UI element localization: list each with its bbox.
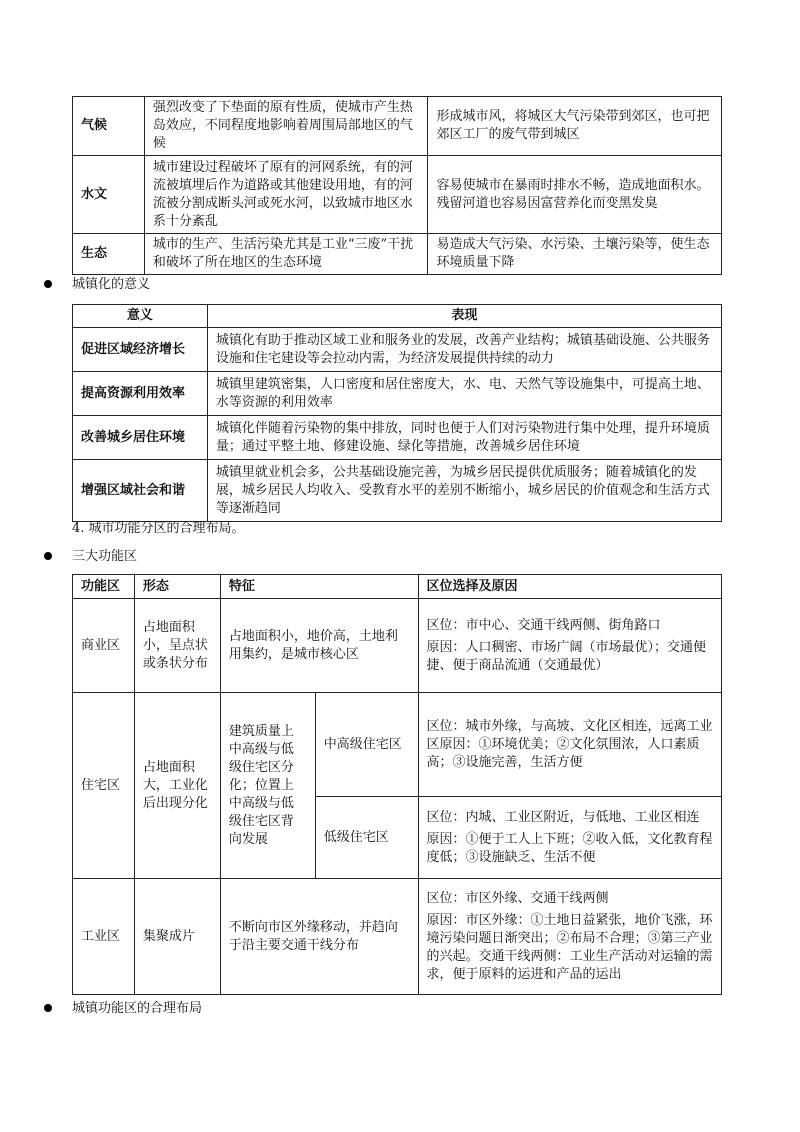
feature-cell: 建筑质量上中高级与低级住宅区分化；位置上中高级与低级住宅区背向发展 bbox=[220, 693, 315, 879]
header-form: 形态 bbox=[134, 575, 220, 599]
factor-cell: 生态 bbox=[73, 234, 145, 275]
table-row-residential-high bbox=[73, 693, 722, 797]
table-row bbox=[73, 416, 722, 460]
header-zone: 功能区 bbox=[73, 575, 135, 599]
cause-cell: 城市的生产、生活污染尤其是工业“三废”干扰和破坏了所在地区的生态环境 bbox=[144, 234, 428, 275]
table-row bbox=[73, 372, 722, 416]
table-row bbox=[73, 328, 722, 372]
urban-environment-table bbox=[72, 96, 722, 275]
table-row-industrial bbox=[73, 879, 722, 995]
table-row bbox=[73, 156, 722, 234]
table-header-row bbox=[73, 305, 722, 328]
location-text: 区位：内城、工业区附近，与低地、工业区相连 bbox=[426, 809, 700, 825]
table-row bbox=[73, 234, 722, 275]
location-text: 区位：市区外缘、交通干线两侧 bbox=[426, 890, 609, 906]
header-meaning: 意义 bbox=[73, 305, 208, 328]
reason-text: 原因：市区外缘：①土地日益紧张，地价飞涨，环境污染问题日渐突出；②布局不合理；③第三产业的兴起。交通干线两侧：工业生产活动对运输的需求，便于原料的运进和产品的运出 bbox=[426, 912, 713, 982]
meaning-cell: 提高资源利用效率 bbox=[73, 372, 208, 416]
subzone-cell-high: 中高级住宅区 bbox=[315, 693, 418, 797]
bullet-urbanization-meaning bbox=[44, 276, 150, 294]
table-row-commercial bbox=[73, 599, 722, 693]
reason-text: 原因：①便于工人上下班；②收入低，文化教育程度低；③设施缺乏、生活不便 bbox=[426, 831, 713, 865]
desc-cell: 城镇化伴随着污染物的集中排放，同时也便于人们对污染物进行集中处理，提升环境质量；通过平整土地、修建设施、绿化等措施，改善城乡居住环境 bbox=[207, 416, 721, 460]
location-cell bbox=[418, 599, 721, 693]
bullet-zone-layout bbox=[44, 1000, 202, 1018]
zone-cell: 住宅区 bbox=[73, 693, 135, 879]
cause-cell: 强烈改变了下垫面的原有性质，使城市产生热岛效应，不同程度地影响着周围局部地区的气候 bbox=[144, 97, 428, 156]
bullet-text: 城镇功能区的合理布局 bbox=[72, 1001, 203, 1016]
location-cell bbox=[418, 879, 721, 995]
urbanization-meaning-table bbox=[72, 304, 722, 522]
reason-text: 原因：人口稠密、市场广阔（市场最优）；交通便捷、便于商品流通（交通最优） bbox=[426, 639, 707, 673]
cause-cell: 城市建设过程破坏了原有的河网系统，有的河流被填埋后作为道路或其他建设用地，有的河流被分割成断头河或死水河，以致城市地区水系十分紊乱 bbox=[144, 156, 428, 234]
functional-zones-table bbox=[72, 574, 722, 995]
form-cell: 集聚成片 bbox=[134, 879, 220, 995]
table-header-row bbox=[73, 575, 722, 599]
effect-cell: 易造成大气污染、水污染、土壤污染等，使生态环境质量下降 bbox=[428, 234, 722, 275]
bullet-dot-icon bbox=[44, 552, 52, 560]
subzone-cell-low: 低级住宅区 bbox=[315, 797, 418, 879]
form-cell: 占地面积小，呈点状或条状分布 bbox=[134, 599, 220, 693]
bullet-text: 城镇化的意义 bbox=[72, 277, 151, 292]
effect-cell: 形成城市风，将城区大气污染带到郊区，也可把郊区工厂的废气带到城区 bbox=[428, 97, 722, 156]
factor-cell: 水文 bbox=[73, 156, 145, 234]
location-cell: 区位：城市外缘，与高坡、文化区相连，远离工业区原因：①环境优美；②文化氛围浓，人口素质高；③设施完善，生活方便 bbox=[418, 693, 721, 797]
location-cell bbox=[418, 797, 721, 879]
header-feature: 特征 bbox=[220, 575, 418, 599]
meaning-cell: 促进区域经济增长 bbox=[73, 328, 208, 372]
location-text: 区位：市中心、交通干线两侧、街角路口 bbox=[426, 617, 661, 633]
section-heading-4: 4. 城市功能分区的合理布局。 bbox=[72, 521, 245, 536]
bullet-three-zones bbox=[44, 548, 137, 566]
factor-cell: 气候 bbox=[73, 97, 145, 156]
zone-cell: 工业区 bbox=[73, 879, 135, 995]
header-location: 区位选择及原因 bbox=[418, 575, 721, 599]
meaning-cell: 增强区域社会和谐 bbox=[73, 460, 208, 522]
header-desc: 表现 bbox=[207, 305, 721, 328]
effect-cell: 容易使城市在暴雨时排水不畅，造成地面积水。残留河道也容易因富营养化而变黑发臭 bbox=[428, 156, 722, 234]
desc-cell: 城镇化有助于推动区域工业和服务业的发展，改善产业结构；城镇基础设施、公共服务设施和住宅建设等会拉动内需，为经济发展提供持续的动力 bbox=[207, 328, 721, 372]
feature-cell: 占地面积小，地价高，土地利用集约，是城市核心区 bbox=[220, 599, 418, 693]
bullet-dot-icon bbox=[44, 1004, 52, 1012]
feature-cell: 不断向市区外缘移动，并趋向于沿主要交通干线分布 bbox=[220, 879, 418, 995]
desc-cell: 城镇里就业机会多，公共基础设施完善，为城乡居民提供优质服务；随着城镇化的发展，城乡居民人均收入、受教育水平的差别不断缩小，城乡居民的价值观念和生活方式等逐渐趋同 bbox=[207, 460, 721, 522]
zone-cell: 商业区 bbox=[73, 599, 135, 693]
desc-cell: 城镇里建筑密集，人口密度和居住密度大，水、电、天然气等设施集中，可提高土地、水等资源的利用效率 bbox=[207, 372, 721, 416]
bullet-text: 三大功能区 bbox=[72, 549, 138, 564]
table-row bbox=[73, 97, 722, 156]
bullet-dot-icon bbox=[44, 280, 52, 288]
form-cell: 占地面积大，工业化后出现分化 bbox=[134, 693, 220, 879]
table-row bbox=[73, 460, 722, 522]
meaning-cell: 改善城乡居住环境 bbox=[73, 416, 208, 460]
